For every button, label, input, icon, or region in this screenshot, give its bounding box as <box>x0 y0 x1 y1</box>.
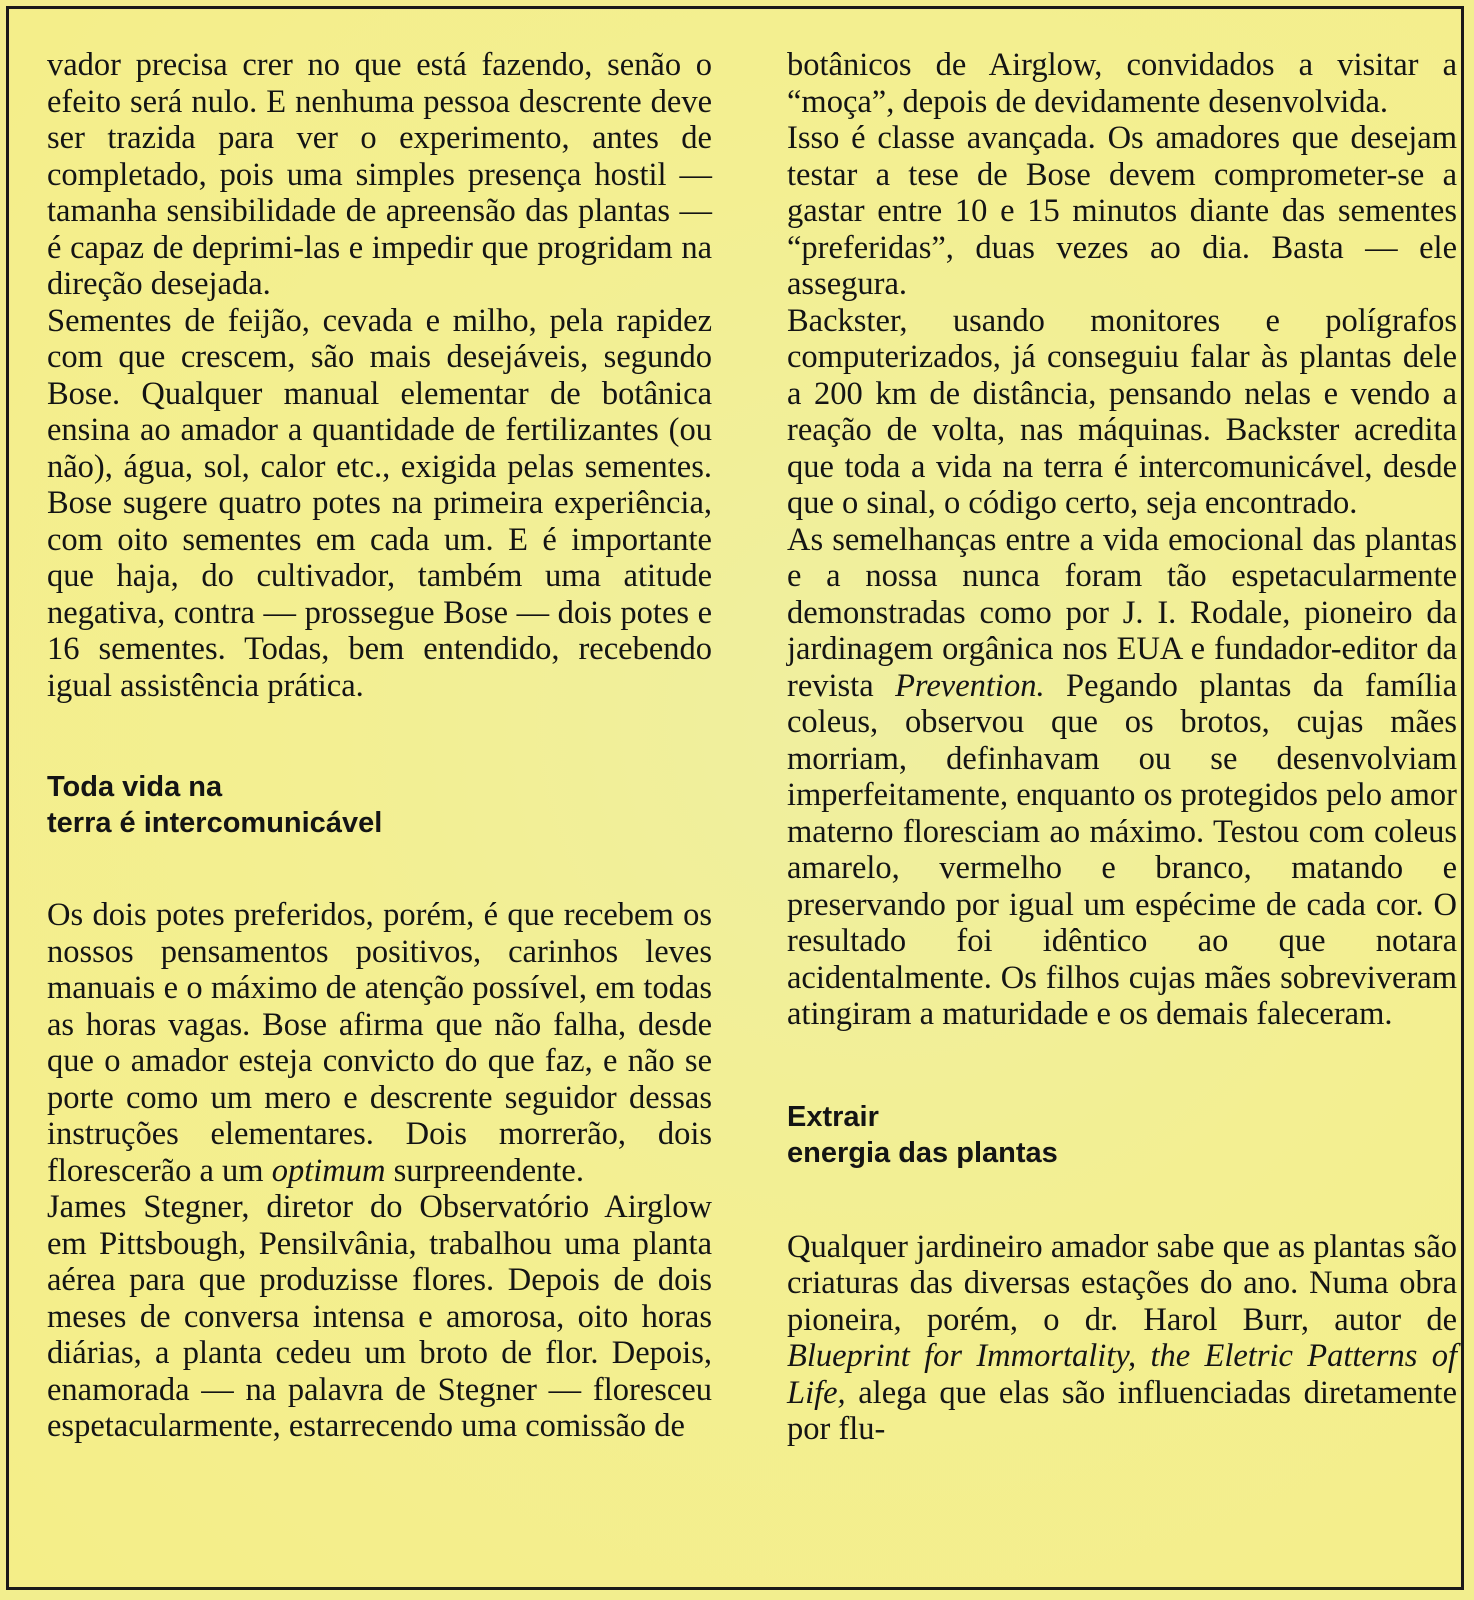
italic-term-optimum: optimum <box>271 1152 386 1189</box>
text-run: surpreendente. <box>385 1152 584 1189</box>
paragraph-stegner: James Stegner, diretor do Observatório Airglow em Pittsbough, Pensilvânia, trabalhou uma planta aérea para que produzisse flores. Depois de dois meses de conversa intensa e amorosa, oito horas diárias, a planta cedeu um broto de flor. Depois, enamorada — na palavra de Stegner — floresceu espetacularmente, estarrecendo uma comissão de <box>47 1189 712 1444</box>
paragraph-advanced-class: Isso é classe avançada. Os amadores que desejam testar a tese de Bose devem comprometer-se a gastar entre 10 e 15 minutos diante das sementes “preferidas”, duas vezes ao dia. Basta — ele assegura. <box>787 120 1457 302</box>
text-run: alega que elas são influenciadas diretamente por flu- <box>787 1374 1457 1447</box>
italic-title-prevention: Prevention. <box>895 667 1045 704</box>
text-run: As semelhanças entre a vida emocional das plantas e a nossa nunca foram tão espetacularmente demonstradas como por J. I. Rodale, pioneiro da jardinagem orgânica nos EUA e fundador-editor da revista <box>787 521 1457 704</box>
heading-line-2: terra é intercomunicável <box>47 807 383 839</box>
paragraph-backster: Backster, usando monitores e polígrafos computerizados, já conseguiu falar às plantas dele a 200 km de distância, pensando nelas e vendo a reação de volta, nas máquinas. Backster acredita que toda a vida na terra é intercomunicável, desde que o sinal, o código certo, seja encontrado. <box>787 302 1457 521</box>
italic-title-blueprint: Blueprint for Immortality, the Eletric Patterns of Life, <box>787 1338 1457 1411</box>
paragraph-seeds: Sementes de feijão, cevada e milho, pela rapidez com que crescem, são mais desejáveis, segundo Bose. Qualquer manual elementar de botânica ensina ao amador a quantidade de fertilizantes (ou não), água, sol, calor etc., exigida pelas sementes. Bose sugere quatro potes na primeira experiência, com oito sementes em cada um. E é importante que haja, do cultivador, também uma atitude negativa, contra — prossegue Bose — dois potes e 16 sementes. Todas, bem entendido, recebendo igual assistência prática. <box>47 302 712 704</box>
text-run: Pegando plantas da família coleus, observou que os brotos, cujas mães morriam, definhavam ou se desenvolviam imperfeitamente, enquanto os protegidos pelo amor materno floresciam ao máximo. Testou com coleus amarelo, vermelho e branco, matando e preservando por igual um espécime de cada cor. O resultado foi idêntico ao que notara acidentalmente. Os filhos cujas mães sobreviveram atingiram a maturidade e os demais faleceram. <box>787 667 1457 1032</box>
heading-line-2: energia das plantas <box>787 1136 1058 1169</box>
left-column <box>47 47 712 1445</box>
right-column <box>787 47 1457 1448</box>
paragraph-preferred-pots <box>47 897 712 1189</box>
magazine-page <box>6 6 1464 1590</box>
heading-line-1: Extrair <box>787 1100 879 1133</box>
section-heading-intercomunicavel <box>47 769 712 841</box>
paragraph-bose-intro: vador precisa crer no que está fazendo, senão o efeito será nulo. E nenhuma pessoa descrente deve ser trazida para ver o experimento, antes de completado, pois uma simples presença hostil — tamanha sensibilidade de apreensão das plantas — é capaz de deprimi-las e impedir que progridam na direção desejada. <box>47 47 712 302</box>
heading-line-1: Toda vida na <box>47 771 223 803</box>
section-heading-extrair-energia <box>787 1099 1457 1171</box>
paragraph-airglow: botânicos de Airglow, convidados a visitar a “moça”, depois de devidamente desenvolvida. <box>787 47 1457 120</box>
text-run: Qualquer jardineiro amador sabe que as plantas são criaturas das diversas estações do ano. Numa obra pioneira, porém, o dr. Harol Burr, autor de <box>787 1228 1457 1338</box>
paragraph-burr <box>787 1229 1457 1448</box>
paragraph-rodale <box>787 522 1457 1033</box>
text-run: Os dois potes preferidos, porém, é que recebem os nossos pensamentos positivos, carinhos leves manuais e o máximo de atenção possível, em todas as horas vagas. Bose afirma que não falha, desde que o amador esteja convicto do que faz, e não se porte como um mero e descrente seguidor dessas instruções elementares. Dois morrerão, dois florescerão a um <box>47 897 712 1189</box>
